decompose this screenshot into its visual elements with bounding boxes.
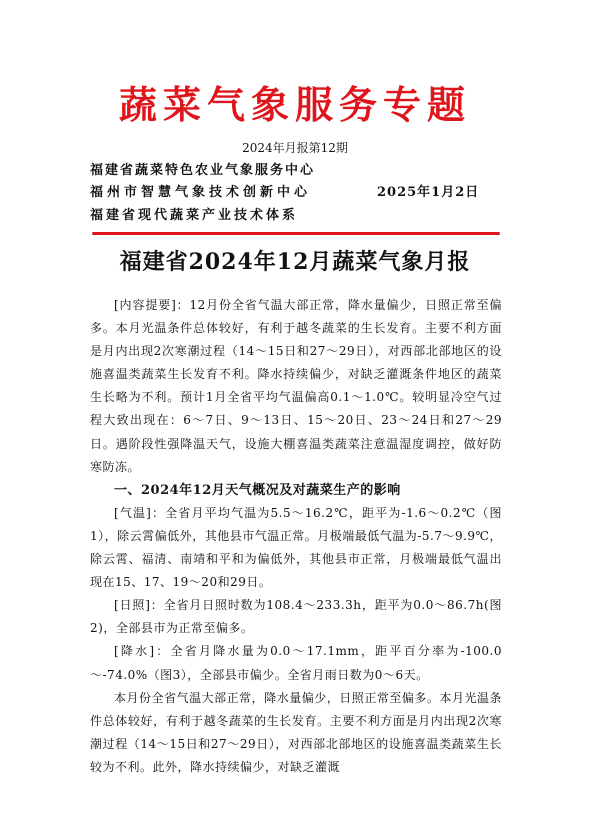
masthead-title: 蔬菜气象服务专题 [118, 82, 471, 127]
publisher-line-3: 福建省现代蔬菜产业技术体系 [90, 208, 299, 223]
impact-paragraph: 本月份全省气温大部正常，降水量偏少，日照正常至偏多。本月光温条件总体较好，有利于越冬蔬菜的生长发育。主要不利方面是月内出现2次寒潮过程（14～15日和27～29日），对西部北部地区的设施喜温类蔬菜生长较为不利。此外，降水持续偏少，对缺乏灌溉 [90, 690, 502, 774]
summary-paragraph: [内容提要]：12月份全省气温大部正常，降水量偏少，日照正常至偏多。本月光温条件总体较好，有利于越冬蔬菜的生长发育。主要不利方面是月内出现2次寒潮过程（14～15日和27～29日），对西部北部地区的设施喜温类蔬菜生长发育不利。降水持续偏少，对缺乏灌溉条件地区的蔬菜生长略为不利。预计1月全省平均气温偏高0.1～1.0℃。较明显冷空气过程大致出现在：6～7日、9～13日、15～20日、23～24日和27～29日。遇阶段性强降温天气，设施大棚喜温类蔬菜注意温湿度调控，做好防寒防冻。 [90, 298, 502, 474]
precipitation-paragraph: [降水]：全省月降水量为0.0～17.1mm，距平百分率为-100.0～-74.0%（图3），全部县市偏少。全省月雨日数为0～6天。 [90, 644, 502, 682]
sunshine-paragraph: [日照]：全省月日照时数为108.4～233.3h，距平为0.0～86.7h(图2)，全部县市为正常至偏多。 [90, 598, 502, 636]
temperature-paragraph: [气温]：全省月平均气温为5.5～16.2℃，距平为-1.6～0.2℃（图1），除云霄偏低外，其他县市气温正常。月极端最低气温为-5.7～9.9℃，除云霄、福清、南靖和平和为偏低外，其他县市正常，月极端最低气温出现在15、17、19～20和29日。 [90, 505, 502, 590]
publisher-line-1: 福建省蔬菜特色农业气象服务中心 [90, 163, 316, 178]
publish-date: 2025年1月2日 [377, 185, 480, 200]
report-body [90, 294, 502, 779]
report-title: 福建省2024年12月蔬菜气象月报 [119, 249, 471, 275]
publisher-line-2: 福州市智慧气象技术创新中心 [90, 185, 312, 200]
issue-number: 2024年月报第12期 [242, 141, 348, 155]
section-heading: 一、2024年12月天气概况及对蔬菜生产的影响 [114, 482, 401, 498]
red-divider-rule [92, 232, 500, 235]
